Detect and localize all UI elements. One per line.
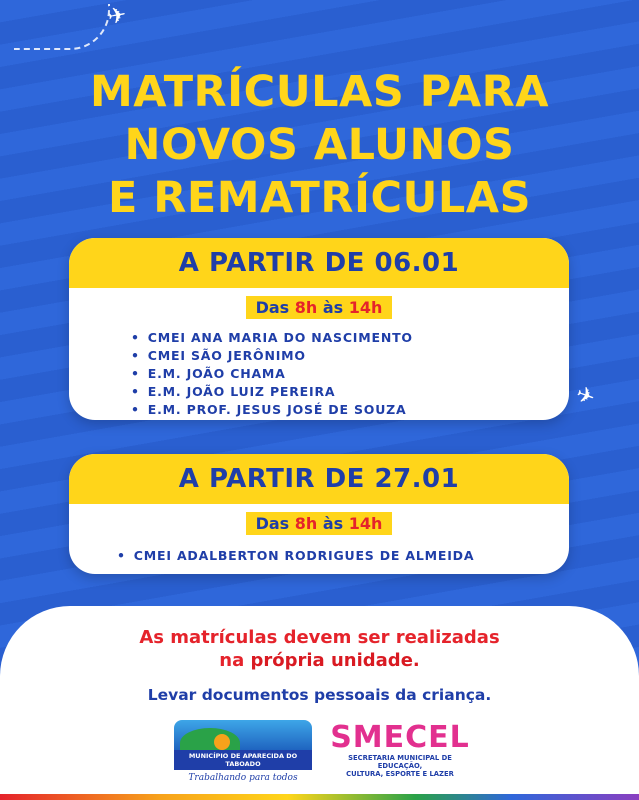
school-name: E.M. JOÃO LUIZ PEREIRA <box>147 384 336 399</box>
smecel-subtitle: CULTURA, ESPORTE E LAZER <box>346 770 454 778</box>
hours-end: 14h <box>348 298 383 317</box>
school-name: E.M. JOÃO CHAMA <box>147 366 286 381</box>
enrollment-card-06-01 <box>69 238 569 420</box>
municipality-logo <box>174 720 312 783</box>
enrollment-card-27-01 <box>69 454 569 574</box>
hours-start: 8h <box>294 514 318 533</box>
bullet-icon: • <box>117 548 126 563</box>
school-name: CMEI SÃO JERÔNIMO <box>147 348 306 363</box>
notice-prefix: na <box>219 650 251 671</box>
hours-badge <box>246 512 393 535</box>
hours-mid: às <box>317 514 349 533</box>
paper-plane-icon: ✈ <box>105 2 129 31</box>
school-list <box>69 547 569 565</box>
headline-line: E REMATRÍCULAS <box>107 173 532 223</box>
list-item <box>131 365 569 383</box>
notice-strong: própria unidade. <box>250 650 420 671</box>
smecel-name: SMECEL <box>330 720 470 755</box>
hours-end: 14h <box>348 514 383 533</box>
list-item <box>131 347 569 365</box>
list-item <box>131 383 569 401</box>
hours-prefix: Das <box>255 298 295 317</box>
card-title: A PARTIR DE 27.01 <box>69 454 569 504</box>
municipality-logo-graphic <box>174 720 312 750</box>
documents-note: Levar documentos pessoais da criança. <box>147 686 492 704</box>
school-name: E.M. PROF. JESUS JOSÉ DE SOUZA <box>147 402 407 417</box>
paper-plane-icon: ✈ <box>572 381 599 412</box>
headline-line: MATRÍCULAS PARA <box>90 67 549 117</box>
municipality-name: MUNICÍPIO DE APARECIDA DO TABOADO <box>174 750 312 770</box>
hours-prefix: Das <box>255 514 295 533</box>
sun-icon <box>214 734 230 750</box>
school-name: CMEI ANA MARIA DO NASCIMENTO <box>147 330 413 345</box>
bullet-icon: • <box>131 348 140 363</box>
headline-line: NOVOS ALUNOS <box>124 120 515 170</box>
hill-shape <box>180 728 240 750</box>
smecel-subtitle: SECRETARIA MUNICIPAL DE EDUCAÇÃO, <box>348 754 452 770</box>
hours-mid: às <box>317 298 349 317</box>
notice-line <box>0 649 639 672</box>
list-item <box>131 401 569 419</box>
bullet-icon: • <box>131 330 140 345</box>
rainbow-stripe <box>0 794 639 800</box>
school-name: CMEI ADALBERTON RODRIGUES DE ALMEIDA <box>133 548 475 563</box>
card-title: A PARTIR DE 06.01 <box>69 238 569 288</box>
hours-start: 8h <box>294 298 318 317</box>
notice-line: As matrículas devem ser realizadas <box>139 627 500 648</box>
bullet-icon: • <box>131 402 140 417</box>
hours-badge <box>246 296 393 319</box>
smecel-logo <box>330 722 470 778</box>
footer-panel <box>0 606 639 796</box>
school-list <box>69 329 569 419</box>
headline <box>0 66 639 225</box>
bullet-icon: • <box>131 366 140 381</box>
list-item <box>131 329 569 347</box>
bullet-icon: • <box>131 384 140 399</box>
municipality-tagline: Trabalhando para todos <box>188 773 298 783</box>
notice-text <box>0 626 639 672</box>
list-item <box>117 547 569 565</box>
